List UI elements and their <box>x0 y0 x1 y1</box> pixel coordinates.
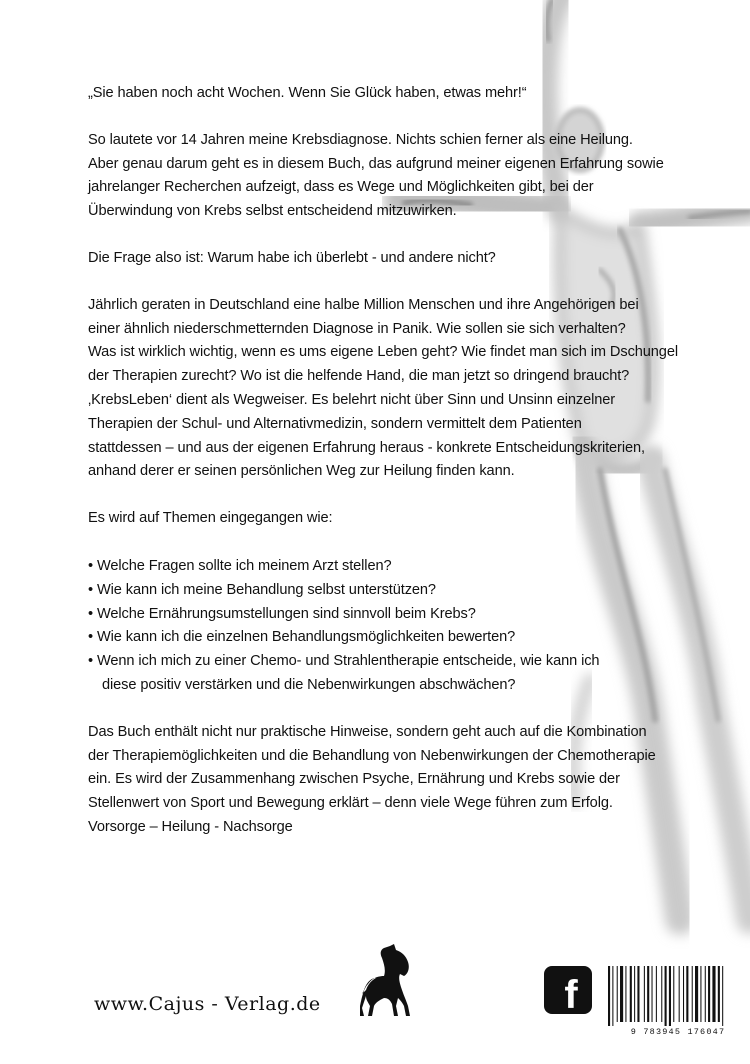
barcode-bar <box>700 966 701 1022</box>
barcode-bar <box>665 966 667 1026</box>
body-line: Therapien der Schul- und Alternativmedizin, sondern vermittelt dem Patienten <box>88 415 582 432</box>
isbn-barcode <box>600 964 746 1036</box>
barcode-bar <box>647 966 649 1022</box>
barcode-bar <box>637 966 639 1022</box>
body-line: ‚KrebsLeben‘ dient als Wegweiser. Es belehrt nicht über Sinn und Unsinn einzelner <box>88 391 616 408</box>
body-line: Jährlich geraten in Deutschland eine halbe Million Menschen und ihre Angehörigen bei <box>88 296 639 313</box>
closing-line: ein. Es wird der Zusammenhang zwischen Psyche, Ernährung und Krebs sowie der <box>88 771 620 788</box>
back-cover-text <box>88 82 708 840</box>
barcode-bar <box>722 966 723 1026</box>
isbn-digits: 9 783945 176047 <box>630 1027 726 1036</box>
barcode-bar <box>679 966 680 1022</box>
barcode-bar <box>718 966 720 1022</box>
barcode-bar <box>705 966 706 1022</box>
barcode-bar <box>634 966 635 1022</box>
body-line: stattdessen – und aus der eigenen Erfahrung heraus - konkrete Entscheidungskriterien, <box>88 439 645 456</box>
closing-line: Vorsorge – Heilung - Nachsorge <box>88 818 293 835</box>
topic-item: • Wie kann ich meine Behandlung selbst unterstützen? <box>88 581 436 598</box>
barcode-bar <box>669 966 671 1026</box>
topic-item-continuation: diese positiv verstärken und die Nebenwirkungen abschwächen? <box>102 676 516 693</box>
topic-item: • Welche Ernährungsumstellungen sind sinnvoll beim Krebs? <box>88 605 476 622</box>
intro-line: jahrelanger Recherchen aufzeigt, dass es Wege und Möglichkeiten gibt, bei der <box>88 179 594 196</box>
barcode-bar <box>695 966 698 1022</box>
body-line: anhand derer er seinen persönlichen Weg zur Heilung finden kann. <box>88 463 515 480</box>
topic-item: • Welche Fragen sollte ich meinem Arzt stellen? <box>88 557 392 574</box>
barcode-bar <box>656 966 657 1022</box>
facebook-letter: f <box>564 973 578 1014</box>
barcode-bar <box>692 966 693 1022</box>
barcode-bar <box>652 966 653 1022</box>
barcode-bar <box>630 966 632 1022</box>
body-line: einer ähnlich niederschmetternden Diagnose in Panik. Wie sollen sie sich verhalten? <box>88 320 626 337</box>
topic-item: • Wenn ich mich zu einer Chemo- und Strahlentherapie entscheide, wie kann ich <box>88 653 600 670</box>
body-line: der Therapien zurecht? Wo ist die helfende Hand, die man jetzt so dringend braucht? <box>88 368 630 385</box>
horse-logo-icon <box>356 944 418 1018</box>
topics-heading: Es wird auf Themen eingegangen wie: <box>88 510 333 527</box>
barcode-bar <box>673 966 674 1022</box>
opening-quote: „Sie haben noch acht Wochen. Wenn Sie Glück haben, etwas mehr!“ <box>88 85 527 101</box>
closing-line: Stellenwert von Sport und Bewegung erklärt – denn viele Wege führen zum Erfolg. <box>88 795 613 812</box>
topic-item: • Wie kann ich die einzelnen Behandlungsmöglichkeiten bewerten? <box>88 629 516 646</box>
barcode-bar <box>644 966 645 1022</box>
intro-line: Überwindung von Krebs selbst entscheidend mitzuwirken. <box>88 203 457 220</box>
barcode-bar <box>617 966 618 1022</box>
barcode-bar <box>625 966 626 1022</box>
facebook-icon[interactable] <box>544 966 592 1014</box>
barcode-bar <box>708 966 710 1022</box>
barcode-bar <box>620 966 623 1022</box>
barcode-bar <box>612 966 613 1026</box>
intro-line: Aber genau darum geht es in diesem Buch, das aufgrund meiner eigenen Erfahrung sowie <box>88 155 664 172</box>
body-line: Was ist wirklich wichtig, wenn es ums eigene Leben geht? Wie findet man sich im Dschungel <box>88 344 678 361</box>
barcode-bar <box>661 966 662 1022</box>
barcode-bar <box>686 966 688 1022</box>
central-question: Die Frage also ist: Warum habe ich überlebt - und andere nicht? <box>88 249 496 266</box>
closing-line: Das Buch enthält nicht nur praktische Hinweise, sondern geht auch auf die Kombination <box>88 723 647 740</box>
barcode-bar <box>683 966 684 1022</box>
barcode-bar <box>608 966 610 1026</box>
publisher-website-link[interactable]: www.Cajus - Verlag.de <box>94 993 321 1015</box>
closing-line: der Therapiemöglichkeiten und die Behandlung von Nebenwirkungen der Chemotherapie <box>88 747 656 764</box>
barcode-bar <box>712 966 715 1022</box>
intro-line: So lautete vor 14 Jahren meine Krebsdiagnose. Nichts schien ferner als eine Heilung. <box>88 131 633 148</box>
